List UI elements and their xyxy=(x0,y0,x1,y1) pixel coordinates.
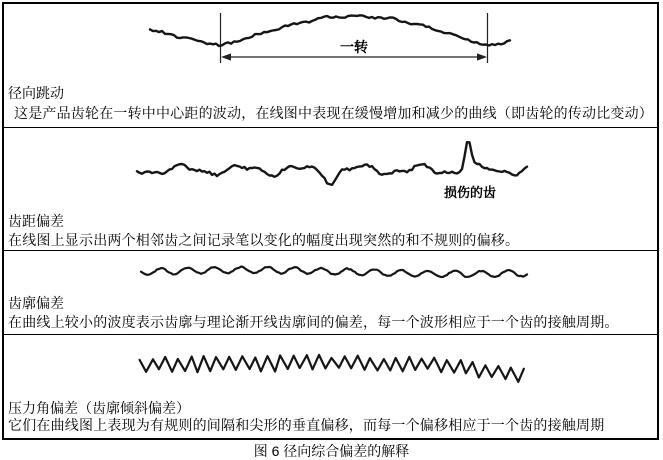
arrowhead-right-icon xyxy=(477,53,487,60)
section-heading-profile-deviation: 齿廓偏差 xyxy=(8,295,64,311)
section-heading-pitch-deviation: 齿距偏差 xyxy=(8,213,64,229)
section-heading-pressure-angle-deviation: 压力角偏差（齿廓倾斜偏差） xyxy=(8,400,190,416)
section-description-profile-deviation: 在曲线上较小的波度表示齿廓与理论渐开线齿廓间的偏差，每一个波形相应于一个齿的接触周期。 xyxy=(8,314,619,330)
figure-caption: 图 6 径向综合偏差的解释 xyxy=(253,443,410,459)
section-heading-radial-runout: 径向跳动 xyxy=(8,85,64,101)
waveform-profile-deviation xyxy=(141,267,527,277)
row-divider-2 xyxy=(3,250,659,251)
row-divider-3 xyxy=(3,334,659,335)
section-description-radial-runout: 这是产品齿轮在一转中中心距的波动，在线图中表现在缓慢增加和减少的曲线（即齿轮的传动比变动） xyxy=(14,105,653,121)
row-divider-1 xyxy=(3,127,659,128)
arrowhead-left-icon xyxy=(221,53,231,60)
waveform-pressure-angle-deviation xyxy=(140,355,524,382)
waveform-radial-runout xyxy=(150,15,510,46)
damaged-tooth-label: 损伤的齿 xyxy=(444,185,497,200)
waveform-pitch-deviation xyxy=(137,142,527,185)
one-revolution-label: 一转 xyxy=(340,39,368,55)
section-description-pitch-deviation: 在线图上显示出两个相邻齿之间记录笔以变化的幅度出现突然的和不规则的偏移。 xyxy=(8,232,520,248)
section-description-pressure-angle-deviation: 它们在曲线图上表现为有规则的间隔和尖形的垂直偏移，而每一个偏移相应于一个齿的接触周期 xyxy=(8,417,605,433)
